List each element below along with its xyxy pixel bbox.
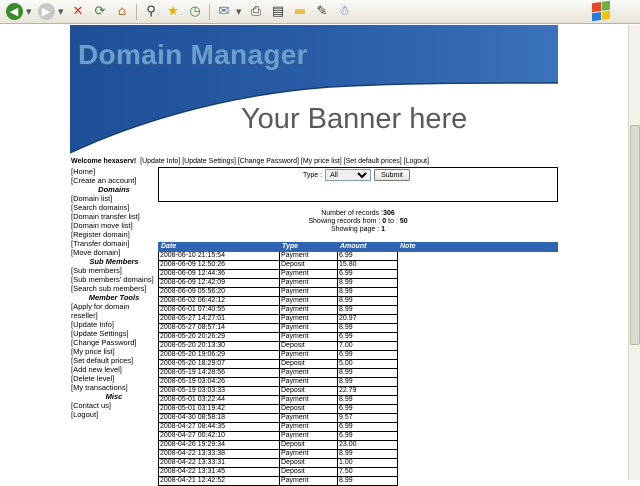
sidebar-item[interactable]: [Sub members] bbox=[71, 266, 122, 275]
table-row bbox=[159, 342, 558, 351]
discuss-button[interactable] bbox=[290, 2, 310, 22]
type-cell: Payment bbox=[280, 351, 338, 360]
table-row bbox=[159, 351, 558, 360]
type-cell: Deposit bbox=[280, 459, 338, 468]
table-row bbox=[159, 468, 558, 477]
print-button[interactable] bbox=[246, 2, 266, 22]
record-to: 50 bbox=[399, 218, 408, 225]
sidebar-item[interactable]: [Move domain] bbox=[71, 248, 121, 257]
type-cell: Deposit bbox=[280, 387, 338, 396]
stop-icon: ✕ bbox=[72, 4, 84, 19]
date-cell: 2008-06-09 12:44:36 bbox=[159, 270, 280, 279]
type-cell: Deposit bbox=[280, 261, 338, 270]
table-row bbox=[159, 252, 558, 261]
star-icon: ★ bbox=[167, 4, 179, 19]
sidebar-item[interactable]: [Apply for domain reseller] bbox=[71, 302, 130, 320]
date-cell: 2008-06-10 21:15:54 bbox=[159, 252, 280, 261]
type-cell: Payment bbox=[280, 369, 338, 378]
note-cell bbox=[398, 378, 558, 387]
page-number: 1 bbox=[381, 226, 386, 233]
amount-cell: 8.99 bbox=[338, 288, 398, 297]
date-cell: 2008-04-27 08:44:35 bbox=[159, 423, 280, 432]
table-row bbox=[159, 324, 558, 333]
record-count: 306 bbox=[383, 210, 395, 217]
home-icon: ⌂ bbox=[117, 4, 127, 19]
amount-cell: 6.99 bbox=[338, 432, 398, 441]
note-cell bbox=[398, 288, 558, 297]
sidebar-item[interactable]: [Sub members' domains] bbox=[71, 275, 154, 284]
amount-cell: 1.00 bbox=[338, 459, 398, 468]
sidebar-item[interactable]: [My price list] bbox=[71, 347, 115, 356]
sidebar-item[interactable]: [Domain move list] bbox=[71, 221, 133, 230]
research-icon: ✎ bbox=[316, 4, 328, 19]
table-row bbox=[159, 315, 558, 324]
date-cell: 2008-05-01 03:22:44 bbox=[159, 396, 280, 405]
note-cell bbox=[398, 387, 558, 396]
mail-icon: ✉ bbox=[218, 4, 230, 19]
amount-cell: 8.99 bbox=[338, 477, 398, 486]
record-count-line: Number of records :306 bbox=[321, 210, 395, 217]
amount-cell: 6.99 bbox=[338, 423, 398, 432]
date-cell: 2008-05-19 03:03:33 bbox=[159, 387, 280, 396]
note-cell bbox=[398, 432, 558, 441]
note-cell bbox=[398, 270, 558, 279]
table-row bbox=[159, 297, 558, 306]
amount-cell: 8.99 bbox=[338, 450, 398, 459]
browser-toolbar bbox=[0, 0, 640, 24]
date-cell: 2008-06-09 12:50:26 bbox=[159, 261, 280, 270]
forward-dropdown-icon[interactable]: ▼ bbox=[58, 7, 64, 16]
edit-button[interactable] bbox=[268, 2, 288, 22]
link-update-settings[interactable]: [Update Settings] bbox=[182, 158, 236, 165]
amount-cell: 9.57 bbox=[338, 414, 398, 423]
sidebar-item[interactable]: [My transactions] bbox=[71, 383, 128, 392]
date-cell: 2008-04-30 08:58:18 bbox=[159, 414, 280, 423]
showing-records-line: Showing records from : 0 to : 50 bbox=[308, 218, 408, 225]
date-cell: 2008-04-26 19:29:34 bbox=[159, 441, 280, 450]
site-title: Domain Manager bbox=[78, 39, 308, 70]
note-cell bbox=[398, 396, 558, 405]
sidebar-item[interactable]: [Delete level] bbox=[71, 374, 115, 383]
favorites-button[interactable] bbox=[163, 2, 183, 22]
amount-cell: 8.99 bbox=[338, 396, 398, 405]
table-row bbox=[159, 261, 558, 270]
amount-cell: 6.99 bbox=[338, 270, 398, 279]
back-arrow-icon: ◀ bbox=[6, 3, 23, 20]
banner-text: Your Banner here bbox=[241, 103, 468, 135]
sidebar-item[interactable]: [Change Password] bbox=[71, 338, 137, 347]
type-cell: Payment bbox=[280, 252, 338, 261]
type-cell: Payment bbox=[280, 297, 338, 306]
type-cell: Payment bbox=[280, 414, 338, 423]
amount-cell: 8.99 bbox=[338, 279, 398, 288]
sidebar-item[interactable]: [Logout] bbox=[71, 410, 99, 419]
table-row bbox=[159, 450, 558, 459]
table-header-row bbox=[159, 243, 558, 252]
sidebar-item[interactable]: [Add new level] bbox=[71, 365, 122, 374]
date-cell: 2008-05-20 19:06:29 bbox=[159, 351, 280, 360]
note-cell bbox=[398, 297, 558, 306]
amount-cell: 8.99 bbox=[338, 297, 398, 306]
sidebar-item[interactable]: [Update Info] bbox=[71, 320, 114, 329]
messenger-icon: ☃ bbox=[338, 4, 350, 19]
record-summary bbox=[158, 210, 558, 234]
back-dropdown-icon[interactable]: ▼ bbox=[26, 7, 32, 16]
table-row bbox=[159, 423, 558, 432]
type-cell: Payment bbox=[280, 315, 338, 324]
mail-dropdown-icon[interactable]: ▼ bbox=[236, 7, 242, 16]
research-button[interactable] bbox=[312, 2, 332, 22]
sidebar-item[interactable]: [Transfer domain] bbox=[71, 239, 130, 248]
sidebar-item[interactable]: [Search domains] bbox=[71, 203, 130, 212]
table-row bbox=[159, 279, 558, 288]
note-cell bbox=[398, 342, 558, 351]
note-cell bbox=[398, 468, 558, 477]
type-cell: Payment bbox=[280, 477, 338, 486]
back-button[interactable] bbox=[4, 2, 24, 22]
date-cell: 2008-04-22 13:33:38 bbox=[159, 450, 280, 459]
amount-cell: 6.99 bbox=[338, 351, 398, 360]
type-label: Type : bbox=[303, 171, 323, 179]
note-cell bbox=[398, 423, 558, 432]
date-cell: 2008-04-21 12:42:52 bbox=[159, 477, 280, 486]
sidebar-item[interactable]: [Domain list] bbox=[71, 194, 113, 203]
note-cell bbox=[398, 315, 558, 324]
date-cell: 2008-06-02 06:42:12 bbox=[159, 297, 280, 306]
date-cell: 2008-06-09 05:56:20 bbox=[159, 288, 280, 297]
type-cell: Payment bbox=[280, 423, 338, 432]
table-row bbox=[159, 459, 558, 468]
note-cell bbox=[398, 477, 558, 486]
folder-icon: ▬ bbox=[293, 4, 307, 19]
note-cell bbox=[398, 351, 558, 360]
column-header-type: Type bbox=[280, 243, 338, 252]
transactions-table bbox=[158, 242, 558, 486]
record-from: 0 bbox=[382, 218, 387, 225]
site-header bbox=[70, 25, 558, 155]
forward-arrow-icon: ▶ bbox=[38, 3, 55, 20]
edit-icon: ▤ bbox=[271, 4, 285, 19]
page-scrollbar[interactable] bbox=[628, 25, 640, 480]
type-cell: Deposit bbox=[280, 405, 338, 414]
search-icon: ⚲ bbox=[146, 4, 156, 19]
date-cell: 2008-06-01 07:40:55 bbox=[159, 306, 280, 315]
table-row bbox=[159, 414, 558, 423]
amount-cell: 15.80 bbox=[338, 261, 398, 270]
note-cell bbox=[398, 360, 558, 369]
note-cell bbox=[398, 459, 558, 468]
type-cell: Payment bbox=[280, 396, 338, 405]
type-cell: Payment bbox=[280, 279, 338, 288]
history-button[interactable] bbox=[185, 2, 205, 22]
table-row bbox=[159, 432, 558, 441]
date-cell: 2008-04-22 13:33:31 bbox=[159, 459, 280, 468]
forward-button[interactable] bbox=[36, 2, 56, 22]
search-button[interactable] bbox=[141, 2, 161, 22]
date-cell: 2008-05-20 20:26:29 bbox=[159, 333, 280, 342]
amount-cell: 8.99 bbox=[338, 369, 398, 378]
table-row bbox=[159, 378, 558, 387]
amount-cell: 6.99 bbox=[338, 252, 398, 261]
amount-cell: 5.00 bbox=[338, 360, 398, 369]
table-row bbox=[159, 369, 558, 378]
table-row bbox=[159, 288, 558, 297]
amount-cell: 8.99 bbox=[338, 306, 398, 315]
showing-page-line: Showing page : 1 bbox=[330, 226, 386, 233]
link-logout[interactable]: [Logout] bbox=[403, 158, 429, 165]
type-cell: Deposit bbox=[280, 360, 338, 369]
submit-button[interactable]: Submit bbox=[374, 169, 410, 181]
note-cell bbox=[398, 405, 558, 414]
note-cell bbox=[398, 324, 558, 333]
link-update-info[interactable]: [Update Info] bbox=[140, 158, 181, 165]
type-cell: Payment bbox=[280, 450, 338, 459]
note-cell bbox=[398, 306, 558, 315]
note-cell bbox=[398, 450, 558, 459]
sidebar-item[interactable]: [Home] bbox=[71, 167, 96, 176]
type-cell: Payment bbox=[280, 270, 338, 279]
sidebar-item[interactable]: [Set default prices] bbox=[71, 356, 134, 365]
amount-cell: 7.00 bbox=[338, 342, 398, 351]
sidebar-item[interactable]: [Create an account] bbox=[71, 176, 137, 185]
history-icon: ◷ bbox=[189, 4, 201, 19]
type-cell: Deposit bbox=[280, 441, 338, 450]
type-cell: Payment bbox=[280, 333, 338, 342]
scrollbar-thumb[interactable] bbox=[630, 125, 640, 345]
link-set-default-prices[interactable]: [Set default prices] bbox=[343, 158, 402, 165]
date-cell: 2008-06-09 12:42:09 bbox=[159, 279, 280, 288]
table-row bbox=[159, 441, 558, 450]
date-cell: 2008-04-27 00:42:10 bbox=[159, 432, 280, 441]
amount-cell: 23.00 bbox=[338, 441, 398, 450]
stop-button[interactable] bbox=[68, 2, 88, 22]
column-header-date: Date bbox=[159, 243, 280, 252]
type-cell: Payment bbox=[280, 378, 338, 387]
note-cell bbox=[398, 441, 558, 450]
date-cell: 2008-04-22 13:31:45 bbox=[159, 468, 280, 477]
note-cell bbox=[398, 369, 558, 378]
sidebar-section-heading: Member Tools bbox=[88, 293, 140, 302]
amount-cell: 6.99 bbox=[338, 405, 398, 414]
type-select[interactable] bbox=[325, 169, 371, 181]
type-cell: Payment bbox=[280, 306, 338, 315]
messenger-button[interactable] bbox=[334, 2, 354, 22]
amount-cell: 7.50 bbox=[338, 468, 398, 477]
type-cell: Payment bbox=[280, 432, 338, 441]
amount-cell: 22.79 bbox=[338, 387, 398, 396]
date-cell: 2008-05-27 14:27:01 bbox=[159, 315, 280, 324]
home-button[interactable] bbox=[112, 2, 132, 22]
date-cell: 2008-05-27 08:57:14 bbox=[159, 324, 280, 333]
type-cell: Payment bbox=[280, 324, 338, 333]
table-row bbox=[159, 270, 558, 279]
amount-cell: 6.99 bbox=[338, 333, 398, 342]
table-row bbox=[159, 306, 558, 315]
amount-cell: 8.99 bbox=[338, 324, 398, 333]
refresh-button[interactable] bbox=[90, 2, 110, 22]
date-cell: 2008-05-20 18:29:07 bbox=[159, 360, 280, 369]
type-cell: Deposit bbox=[280, 342, 338, 351]
column-header-note: Note bbox=[398, 243, 558, 252]
sidebar-section-heading: Misc bbox=[105, 392, 123, 401]
amount-cell: 8.99 bbox=[338, 378, 398, 387]
note-cell bbox=[398, 333, 558, 342]
sidebar-item[interactable]: [Domain transfer list] bbox=[71, 212, 140, 221]
sidebar-item[interactable]: [Update Settings] bbox=[71, 329, 129, 338]
refresh-icon: ⟳ bbox=[94, 4, 106, 19]
date-cell: 2008-05-19 03:04:26 bbox=[159, 378, 280, 387]
date-cell: 2008-05-19 14:28:56 bbox=[159, 369, 280, 378]
sidebar-item[interactable]: [Search sub members] bbox=[71, 284, 147, 293]
link-my-price-list[interactable]: [My price list] bbox=[300, 158, 342, 165]
sidebar-section-heading: Sub Members bbox=[89, 257, 139, 266]
table-body bbox=[159, 252, 558, 486]
print-icon: ⎙ bbox=[250, 4, 262, 19]
table-row bbox=[159, 387, 558, 396]
note-cell bbox=[398, 252, 558, 261]
welcome-bar bbox=[71, 158, 429, 165]
table-row bbox=[159, 396, 558, 405]
table-row bbox=[159, 405, 558, 414]
link-change-password[interactable]: [Change Password] bbox=[237, 158, 299, 165]
note-cell bbox=[398, 261, 558, 270]
type-cell: Deposit bbox=[280, 468, 338, 477]
table-row bbox=[159, 477, 558, 486]
sidebar-section-heading: Domains bbox=[98, 185, 130, 194]
toolbar-separator bbox=[136, 4, 137, 20]
table-row bbox=[159, 360, 558, 369]
date-cell: 2008-05-01 03:19:42 bbox=[159, 405, 280, 414]
sidebar-item[interactable]: [Register domain] bbox=[71, 230, 130, 239]
column-header-amount: Amount bbox=[338, 243, 398, 252]
date-cell: 2008-05-20 20:13:30 bbox=[159, 342, 280, 351]
sidebar-menu bbox=[71, 167, 157, 419]
note-cell bbox=[398, 279, 558, 288]
toolbar-separator bbox=[209, 4, 210, 20]
mail-button[interactable] bbox=[214, 2, 234, 22]
amount-cell: 20.97 bbox=[338, 315, 398, 324]
filter-panel bbox=[158, 167, 558, 202]
welcome-text: Welcome hexaserv! bbox=[71, 158, 137, 165]
type-cell: Payment bbox=[280, 288, 338, 297]
sidebar-item[interactable]: [Contact us] bbox=[71, 401, 112, 410]
note-cell bbox=[398, 414, 558, 423]
table-row bbox=[159, 333, 558, 342]
windows-logo-icon bbox=[592, 1, 610, 22]
